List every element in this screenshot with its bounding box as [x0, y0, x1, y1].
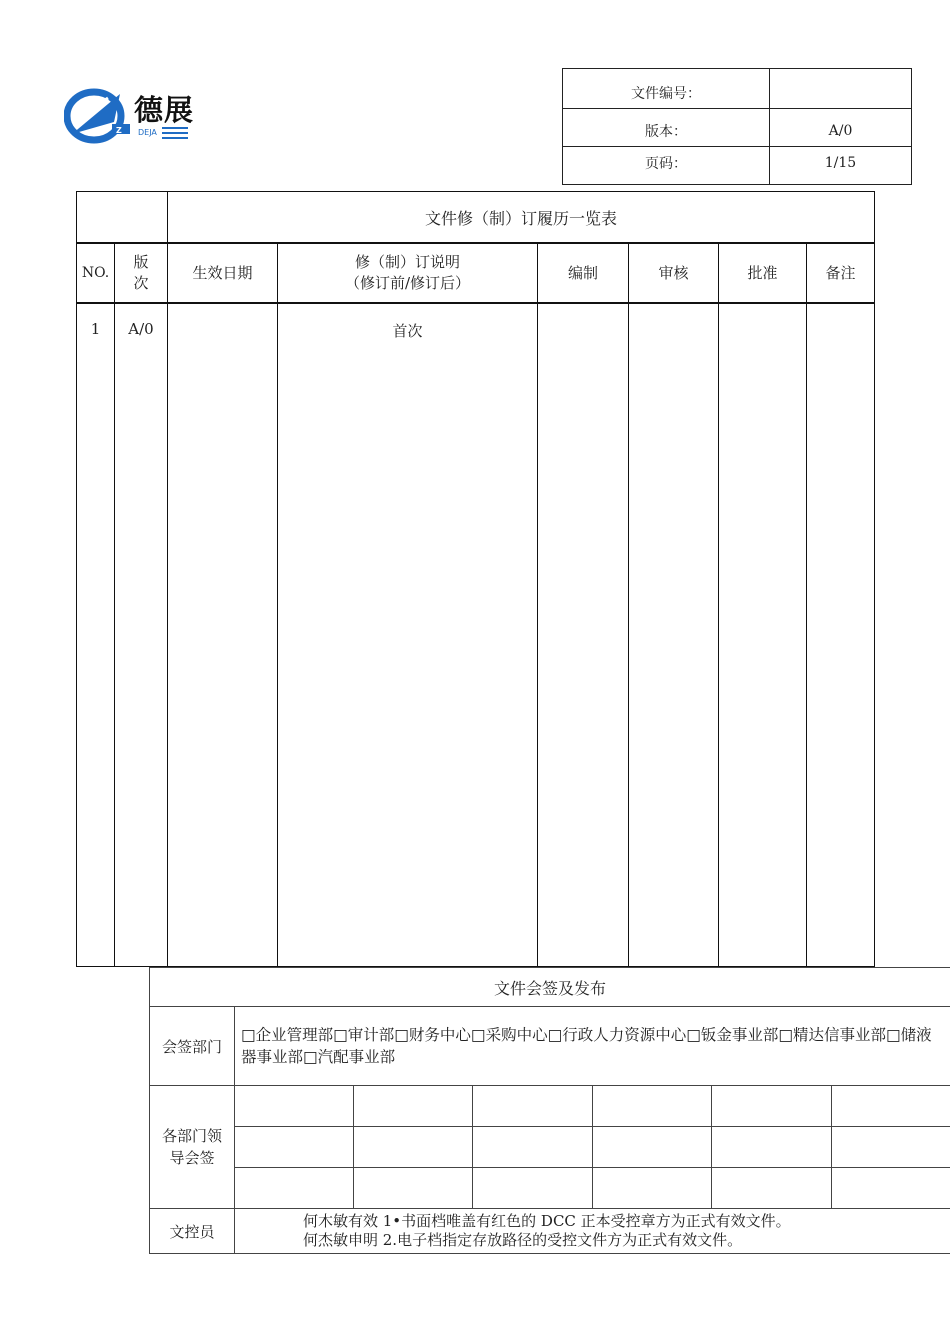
signoff-dept-row [150, 1007, 950, 1086]
revision-title-row [77, 192, 875, 244]
leaders-label-line2: 导会签 [169, 1149, 215, 1167]
version-label: 版本： [563, 109, 770, 147]
info-row-doc-number [563, 69, 912, 109]
svg-text:Z: Z [116, 126, 122, 135]
col-header-effective-date: 生效日期 [168, 243, 278, 303]
revision-history-table [76, 191, 875, 967]
revision-table-title: 文件修（制）订履历一览表 [168, 192, 875, 244]
row-no: 1 [77, 303, 115, 967]
sign-cell[interactable] [593, 1168, 712, 1209]
sign-cell[interactable] [832, 1168, 950, 1209]
sign-cell[interactable] [235, 1086, 354, 1127]
row-remarks [807, 303, 875, 967]
col-header-version-line1: 版 [133, 253, 149, 271]
col-header-version [115, 243, 168, 303]
col-header-version-line2: 次 [133, 274, 149, 292]
doc-control-label: 文控员 [150, 1209, 235, 1254]
doc-number-label: 文件编号： [563, 69, 770, 109]
col-header-approved: 批准 [719, 243, 807, 303]
dept-checkbox-list: □企业管理部□审计部□财务中心□采购中心□行政人力资源中心□钣金事业部□精达信事业部□储液器事业部□汽配事业部 [235, 1007, 950, 1086]
signoff-table [149, 967, 950, 1254]
leaders-label-line1: 各部门领 [161, 1127, 222, 1145]
col-header-description-line1: 修（制）订说明 [354, 253, 460, 271]
sign-cell[interactable] [832, 1086, 950, 1127]
sign-cell[interactable] [354, 1127, 473, 1168]
sign-cell[interactable] [712, 1127, 832, 1168]
sign-cell[interactable] [593, 1086, 712, 1127]
sign-cell[interactable] [712, 1168, 832, 1209]
revision-header-row [77, 243, 875, 303]
sign-cell[interactable] [712, 1086, 832, 1127]
col-header-reviewed: 审核 [629, 243, 719, 303]
info-row-version [563, 109, 912, 147]
sign-cell[interactable] [473, 1127, 593, 1168]
page-label: 页码： [563, 147, 770, 185]
col-header-remarks: 备注 [807, 243, 875, 303]
col-header-no: NO. [77, 243, 115, 303]
sign-cell[interactable] [235, 1127, 354, 1168]
title-blank-cell [77, 192, 168, 244]
table-row [77, 303, 875, 967]
sign-cell[interactable] [473, 1168, 593, 1209]
row-prepared [538, 303, 629, 967]
leader-sign-row-1 [150, 1086, 950, 1127]
info-row-page [563, 147, 912, 185]
leaders-label [150, 1086, 235, 1209]
row-version: A/0 [115, 303, 168, 967]
company-logo [64, 84, 194, 146]
col-header-prepared: 编制 [538, 243, 629, 303]
sign-cell[interactable] [354, 1086, 473, 1127]
doc-number-value [770, 69, 912, 109]
signoff-title-row [150, 968, 950, 1007]
document-info-table [562, 68, 912, 185]
row-effective-date [168, 303, 278, 967]
leader-sign-row-2 [150, 1127, 950, 1168]
row-reviewed [629, 303, 719, 967]
sign-cell[interactable] [593, 1127, 712, 1168]
signoff-title: 文件会签及发布 [150, 968, 950, 1007]
page-value: 1/15 [770, 147, 912, 185]
control-notice-line2: 何杰敏申明 2.电子档指定存放路径的受控文件方为正式有效文件。 [303, 1231, 743, 1249]
sign-cell[interactable] [354, 1168, 473, 1209]
row-approved [719, 303, 807, 967]
row-description: 首次 [278, 303, 538, 967]
logo-subtext: DEJA [138, 128, 157, 137]
col-header-description [278, 243, 538, 303]
dept-label: 会签部门 [150, 1007, 235, 1086]
control-notice [235, 1209, 950, 1254]
sign-cell[interactable] [832, 1127, 950, 1168]
sign-cell[interactable] [235, 1168, 354, 1209]
doc-control-row [150, 1209, 950, 1254]
control-notice-line1: 何木敏有效 1•书面档唯盖有红色的 DCC 正本受控章方为正式有效文件。 [303, 1212, 791, 1230]
sign-cell[interactable] [473, 1086, 593, 1127]
version-value: A/0 [770, 109, 912, 147]
col-header-description-line2: （修订前/修订后） [344, 274, 471, 292]
logo-text: 德展 [134, 93, 195, 127]
leader-sign-row-3 [150, 1168, 950, 1209]
